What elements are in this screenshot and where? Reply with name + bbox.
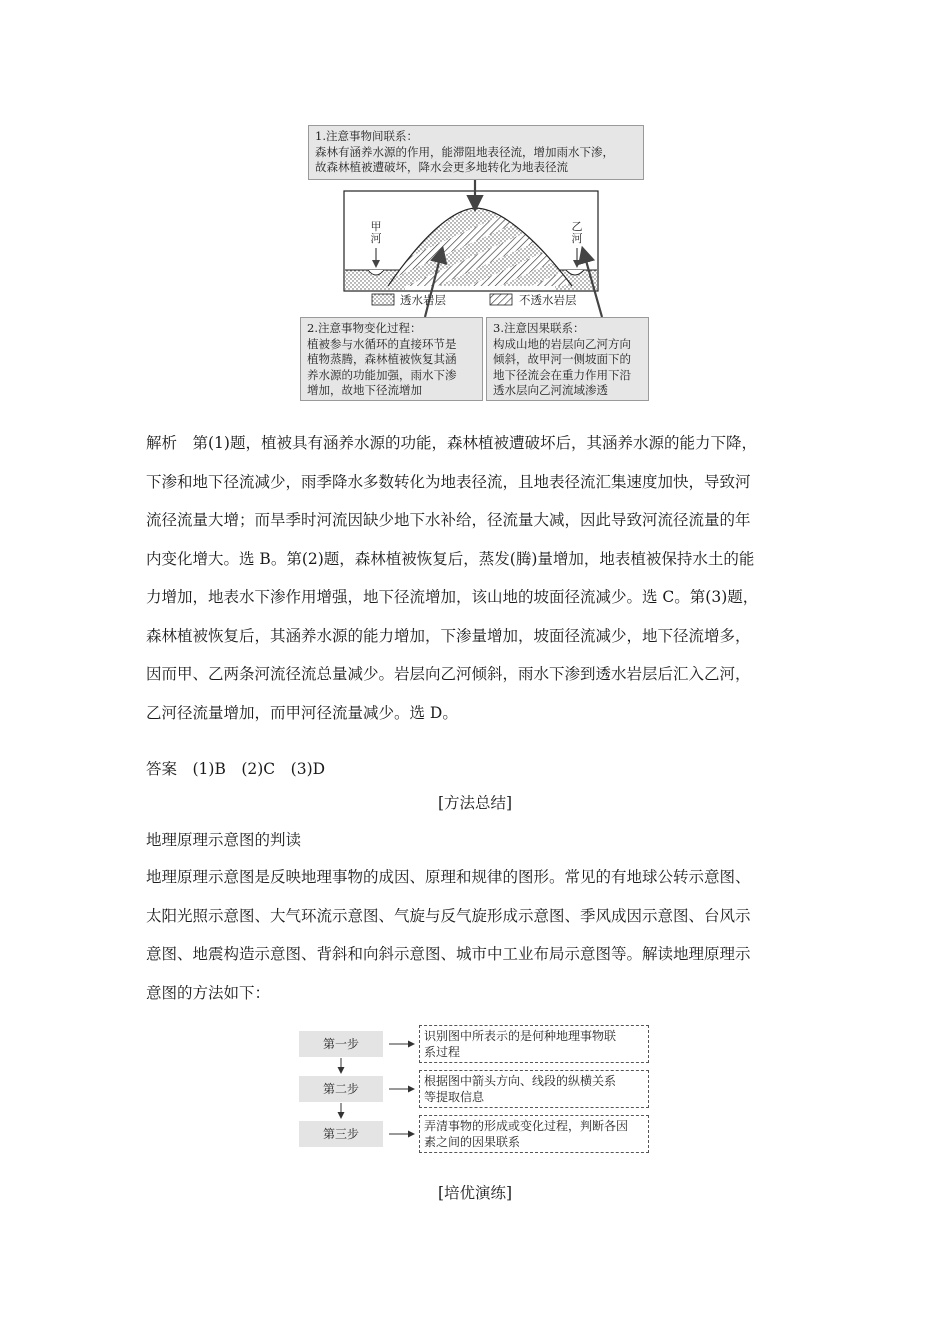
step-3-desc [419, 1115, 649, 1153]
method-summary-title: [方法总结] [437, 794, 513, 812]
text-line: 素之间的因果联系 [424, 1135, 521, 1149]
river-label-char: 河 [370, 232, 382, 245]
river-jia-label [369, 221, 383, 245]
text-line: 森林植被恢复后，其涵养水源的能力增加，下渗量增加，坡面径流减少，地下径流增多， [146, 626, 751, 645]
callout-text: 倾斜，故甲河一侧坡面下的 [493, 352, 631, 366]
text-line: 意图、地震构造示意图、背斜和向斜示意图、城市中工业布局示意图等。解读地理原理示 [146, 945, 751, 963]
text-line: 内变化增大。选 B。第(2)题，森林植被恢复后，蒸发(腾)量增加，地表植被保持水土的能 [146, 549, 755, 568]
callout-text: 故森林植被遭破坏，降水会更多地转化为地表径流 [315, 160, 568, 174]
callout-process [300, 317, 483, 401]
method-heading: 地理原理示意图的判读 [146, 831, 302, 849]
method-intro-paragraph [146, 858, 816, 1012]
geology-figure [300, 120, 650, 405]
text-line: 弄清事物的形成或变化过程，判断各因 [424, 1119, 629, 1133]
step-1-desc [419, 1025, 649, 1063]
river-label-char: 乙 [571, 220, 583, 233]
text-line: 下渗和地下径流减少，雨季降水多数转化为地表径流，且地表径流汇集速度加快，导致河 [146, 472, 751, 491]
callout-text: 森林有涵养水源的作用，能滞阻地表径流，增加雨水下渗， [315, 144, 614, 159]
text-line: 乙河径流量增加，而甲河径流量减少。选 D。 [146, 703, 458, 722]
legend-permeable-label: 透水岩层 [400, 293, 446, 307]
river-label-char: 甲 [370, 220, 382, 233]
step-2-box: 第二步 [299, 1076, 383, 1102]
callout-text: 1.注意事物间联系： [315, 129, 418, 143]
step-1-box: 第一步 [299, 1031, 383, 1057]
callout-text: 植物蒸腾，森林植被恢复其涵 [307, 352, 457, 366]
method-flowchart [299, 1024, 651, 1152]
callout-text: 植被参与水循环的直接环节是 [307, 336, 457, 351]
text-line: 太阳光照示意图、大气环流示意图、气旋与反气旋形成示意图、季风成因示意图、台风示 [146, 906, 751, 925]
legend-impermeable-label: 不透水岩层 [519, 293, 577, 307]
text-line: 力增加，地表水下渗作用增强，地下径流增加，该山地的坡面径流减少。选 C。第(3)题， [146, 588, 759, 606]
analysis-paragraph [146, 424, 816, 732]
text-line: 地理原理示意图是反映地理事物的成因、原理和规律的图形。常见的有地球公转示意图、 [146, 868, 751, 886]
answer-line: 答案 (1)B (2)C (3)D [146, 760, 326, 778]
legend-swatch-permeable [372, 294, 394, 305]
callout-text: 构成山地的岩层向乙河方向 [493, 336, 631, 351]
step-3-box: 第三步 [299, 1121, 383, 1147]
text-line: 解析 第(1)题，植被具有涵养水源的功能，森林植被遭破坏后，其涵养水源的能力下降， [146, 434, 757, 452]
callout-text: 增加，故地下径流增加 [307, 383, 422, 397]
text-line: 流径流量大增；而旱季时河流因缺少地下水补给，径流量大减，因此导致河流径流量的年 [146, 511, 751, 529]
river-yi-label [570, 221, 584, 245]
text-line: 识别图中所表示的是何种地理事物联 [424, 1029, 617, 1043]
callout-text: 3.注意因果联系： [493, 321, 585, 335]
text-line: 系过程 [424, 1045, 461, 1059]
callout-text: 地下径流会在重力作用下沿 [493, 367, 631, 382]
text-line: 因而甲、乙两条河流径流总量减少。岩层向乙河倾斜，雨水下渗到透水岩层后汇入乙河， [146, 665, 751, 683]
text-line: 意图的方法如下： [146, 983, 271, 1002]
practice-title: [培优演练] [437, 1184, 513, 1202]
text-line: 根据图中箭头方向、线段的纵横关系 [424, 1074, 617, 1088]
callout-text: 2.注意事物变化过程： [307, 321, 422, 335]
text-line: 等提取信息 [424, 1090, 485, 1104]
callout-text: 养水源的功能加强，雨水下渗 [307, 367, 457, 382]
callout-causality [486, 317, 649, 401]
river-label-char: 河 [571, 232, 583, 245]
callout-text: 透水层向乙河流域渗透 [493, 383, 608, 397]
step-2-desc [419, 1070, 649, 1108]
legend-swatch-impermeable [490, 294, 512, 305]
callout-connection [308, 125, 644, 180]
